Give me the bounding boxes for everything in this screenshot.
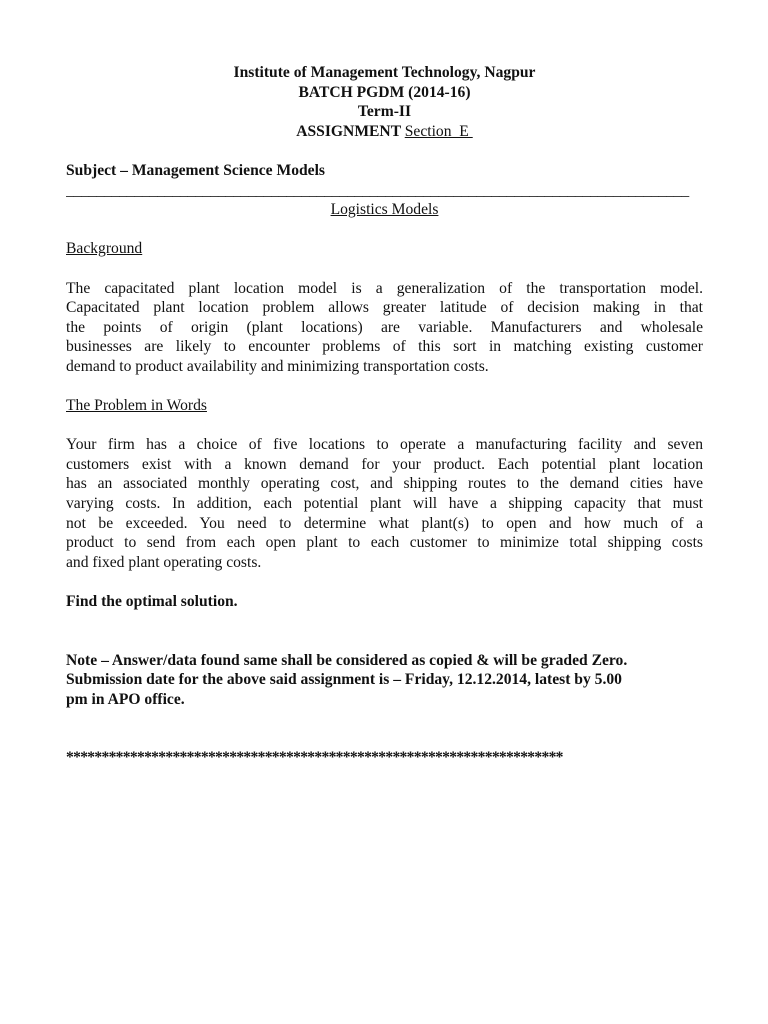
background-line: Capacitated plant location problem allows greater latitude of decision making in that xyxy=(66,299,703,317)
problem-paragraph xyxy=(66,435,703,572)
problem-heading: The Problem in Words xyxy=(66,397,207,415)
background-paragraph xyxy=(66,279,703,377)
document-header xyxy=(66,63,703,141)
footer-stars: ********************************************************************** xyxy=(66,749,563,767)
institute-name: Institute of Management Technology, Nagpur xyxy=(233,64,536,81)
assignment-label: ASSIGNMENT xyxy=(296,122,401,140)
problem-line: Your firm has a choice of five locations to operate a manufacturing facility and seven xyxy=(66,436,703,454)
assignment-line xyxy=(66,122,703,142)
note-line: Submission date for the above said assignment is – Friday, 12.12.2014, latest by 5.00 xyxy=(66,671,622,689)
section-label: Section E xyxy=(404,122,473,140)
subject-line: Subject – Management Science Models xyxy=(66,161,325,179)
problem-line: varying costs. In addition, each potential plant will have a shipping capacity that must xyxy=(66,495,703,513)
topic-title: Logistics Models xyxy=(330,201,439,219)
problem-line: customers exist with a known demand for your product. Each potential plant location xyxy=(66,455,703,473)
assignment-sheet xyxy=(66,63,703,768)
problem-line: product to send from each open plant to each customer to minimize total shipping costs xyxy=(66,534,703,552)
background-line: demand to product availability and minimizing transportation costs. xyxy=(66,357,489,375)
note-line: pm in APO office. xyxy=(66,690,185,708)
note-line: Note – Answer/data found same shall be considered as copied & will be graded Zero. xyxy=(66,651,628,669)
background-line: businesses are likely to encounter problems of this sort in matching existing customer xyxy=(66,338,703,356)
background-line: the points of origin (plant locations) are variable. Manufacturers and wholesale xyxy=(66,318,703,336)
task-line: Find the optimal solution. xyxy=(66,593,238,611)
horizontal-rule: __________________________________________________________________________________ xyxy=(66,181,689,199)
batch-label: BATCH PGDM (2014-16) xyxy=(298,83,471,101)
problem-line: and fixed plant operating costs. xyxy=(66,553,262,571)
problem-line: has an associated monthly operating cost, and shipping routes to the demand cities have xyxy=(66,475,703,493)
note-block xyxy=(66,651,703,710)
term-label: Term-II xyxy=(357,103,412,121)
background-line: The capacitated plant location model is a generalization of the transportation model. xyxy=(66,279,703,297)
background-heading: Background xyxy=(66,240,143,258)
problem-line: not be exceeded. You need to determine what plant(s) to open and how much of a xyxy=(66,514,703,532)
